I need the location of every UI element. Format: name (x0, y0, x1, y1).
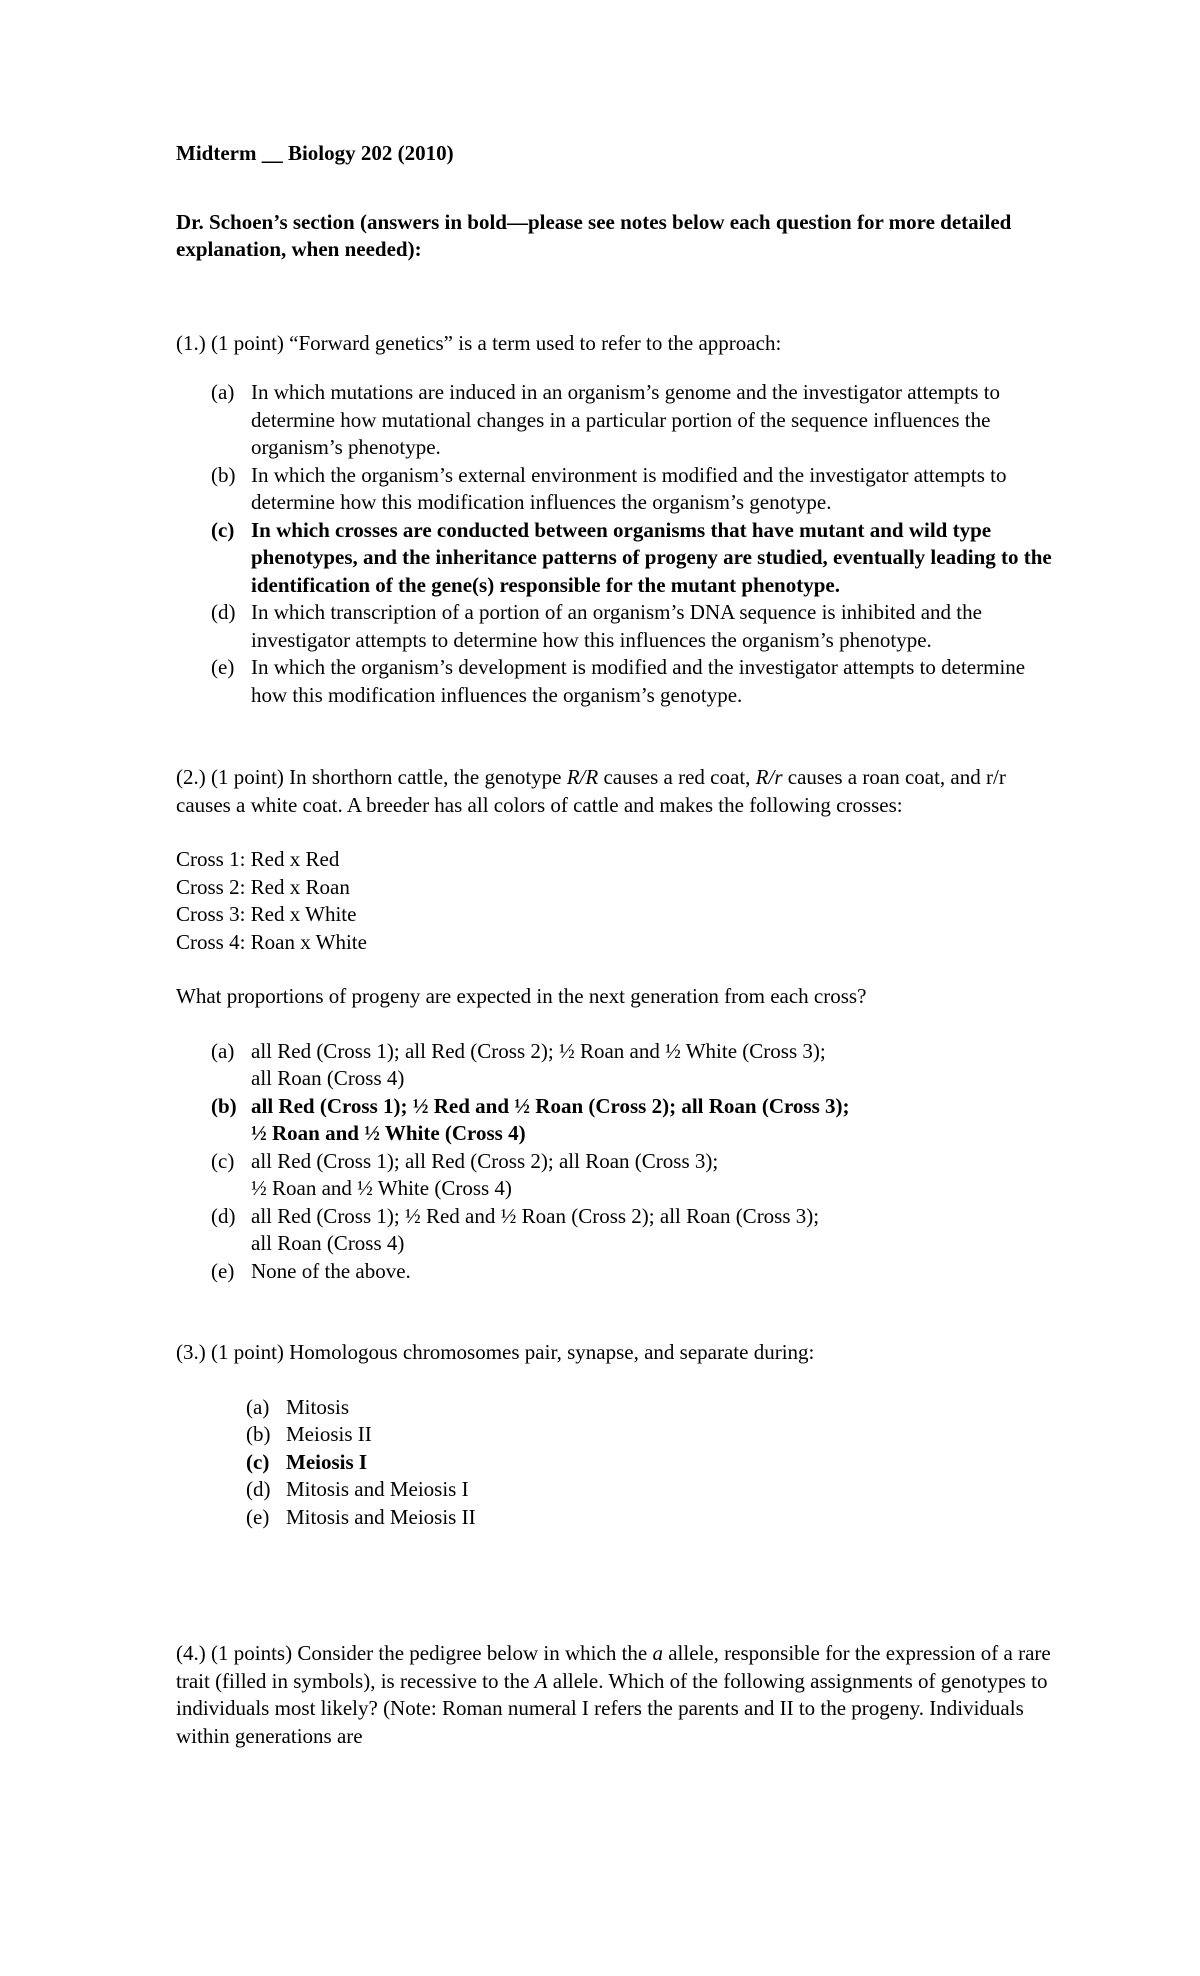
question-2 (176, 764, 1056, 1285)
option-a (246, 1394, 1056, 1422)
stem-text: causes a red coat, (598, 765, 756, 789)
option-text: all Red (Cross 1); all Red (Cross 2); all Roan (Cross 3); (251, 1148, 719, 1173)
document-title: Midterm __ Biology 202 (2010) (176, 141, 454, 165)
option-text-continued: ½ Roan and ½ White (Cross 4) (251, 1176, 512, 1200)
option-b-correct (211, 1093, 1056, 1148)
option-label: (d) (211, 600, 236, 624)
cross-list (176, 846, 1056, 956)
option-a (211, 379, 1056, 462)
allele-a-dominant: A (534, 1668, 548, 1693)
genotype-rr-red: R/R (566, 765, 599, 789)
option-c-correct (211, 517, 1056, 600)
option-b (211, 462, 1056, 517)
question-2-prompt: What proportions of progeny are expected in the next generation from each cross? (176, 984, 867, 1008)
document-body (176, 140, 1056, 1750)
cross-4: Cross 4: Roan x White (176, 929, 367, 954)
option-label: (d) (211, 1203, 236, 1228)
option-b (246, 1421, 1056, 1449)
option-d (246, 1476, 1056, 1504)
stem-text: (2.) (1 point) In shorthorn cattle, the genotype (176, 765, 567, 789)
question-1 (176, 330, 1056, 710)
question-4-stem (176, 1640, 1056, 1750)
section-note: Dr. Schoen’s section (answers in bold—please see notes below each question for more detailed explanation, when needed): (176, 209, 1012, 261)
question-3-stem: (3.) (1 point) Homologous chromosomes pair, synapse, and separate during: (176, 1340, 815, 1364)
option-label: (e) (246, 1504, 270, 1529)
question-4 (176, 1640, 1056, 1750)
allele-a-recessive: a (652, 1641, 663, 1665)
option-e (211, 1258, 1056, 1286)
cross-2: Cross 2: Red x Roan (176, 874, 350, 899)
cross-3: Cross 3: Red x White (176, 902, 357, 926)
cross-1: Cross 1: Red x Red (176, 847, 340, 871)
question-3 (176, 1339, 1056, 1531)
option-text: In which the organism’s development is modified and the investigator attempts to determine how this modification influences the organism’s genotype. (251, 655, 1026, 707)
option-label: (c) (211, 1148, 235, 1173)
question-1-options (211, 379, 1056, 709)
option-label: (e) (211, 1258, 235, 1283)
option-text: Mitosis and Meiosis I (286, 1477, 469, 1501)
stem-text: causes a roan coat, and r/r causes a white coat. A breeder has all colors of cattle and makes the following crosses: (176, 765, 1006, 817)
option-label: (b) (246, 1422, 271, 1446)
option-label: (a) (211, 380, 235, 404)
option-label: (a) (211, 1038, 235, 1063)
question-2-options (211, 1038, 1056, 1286)
option-label: (d) (246, 1477, 271, 1501)
stem-text: allele, responsible for the expression of a rare trait (filled in symbols), is recessive to the (176, 1641, 1051, 1693)
question-3-options (246, 1394, 1056, 1532)
option-text: all Red (Cross 1); all Red (Cross 2); ½ Roan and ½ White (Cross 3); (251, 1038, 826, 1063)
option-label: (b) (211, 1093, 237, 1118)
option-d (211, 599, 1056, 654)
option-text-continued: all Roan (Cross 4) (251, 1066, 405, 1090)
option-text-continued: ½ Roan and ½ White (Cross 4) (251, 1121, 526, 1145)
option-text: In which the organism’s external environment is modified and the investigator attempts to determine how this modification influences the organism’s genotype. (251, 462, 1007, 514)
option-label: (c) (246, 1449, 270, 1474)
option-c (211, 1148, 1056, 1203)
option-d (211, 1203, 1056, 1258)
option-text: In which mutations are induced in an organism’s genome and the investigator attempts to determine how mutational changes in a particular portion of the sequence influences the organism’s phenotype. (251, 380, 1001, 459)
option-text: all Red (Cross 1); ½ Red and ½ Roan (Cross 2); all Roan (Cross 3); (251, 1203, 820, 1228)
option-label: (b) (211, 462, 236, 487)
option-text: Meiosis II (286, 1422, 372, 1446)
stem-text: (4.) (1 points) Consider the pedigree below in which the (176, 1641, 653, 1665)
option-label: (e) (211, 655, 235, 679)
option-a (211, 1038, 1056, 1093)
option-c-correct (246, 1449, 1056, 1477)
option-e (246, 1504, 1056, 1532)
option-text: None of the above. (251, 1258, 411, 1283)
option-e (211, 654, 1056, 709)
option-text: In which transcription of a portion of an organism’s DNA sequence is inhibited and the investigator attempts to determine how this influences the organism’s phenotype. (251, 600, 982, 652)
option-text: all Red (Cross 1); ½ Red and ½ Roan (Cross 2); all Roan (Cross 3); (251, 1093, 850, 1118)
option-text-continued: all Roan (Cross 4) (251, 1231, 405, 1255)
question-1-stem: (1.) (1 point) “Forward genetics” is a term used to refer to the approach: (176, 330, 782, 355)
option-text: Mitosis and Meiosis II (286, 1504, 476, 1529)
option-text: In which crosses are conducted between organisms that have mutant and wild type phenotypes, and the inheritance patterns of progeny are studied, eventually leading to the identification of the gene(s) responsible for the mutant phenotype. (251, 517, 1052, 597)
option-text: Mitosis (286, 1394, 350, 1419)
question-2-stem (176, 764, 1056, 819)
option-text: Meiosis I (286, 1449, 368, 1474)
option-label: (a) (246, 1394, 270, 1419)
option-label: (c) (211, 517, 235, 542)
genotype-rr-roan: R/r (755, 765, 783, 789)
stem-text: allele. Which of the following assignments of genotypes to individuals most likely? (Note: Roman numeral I refers the parents and II to the progeny. Individuals within generations are (176, 1668, 1048, 1748)
